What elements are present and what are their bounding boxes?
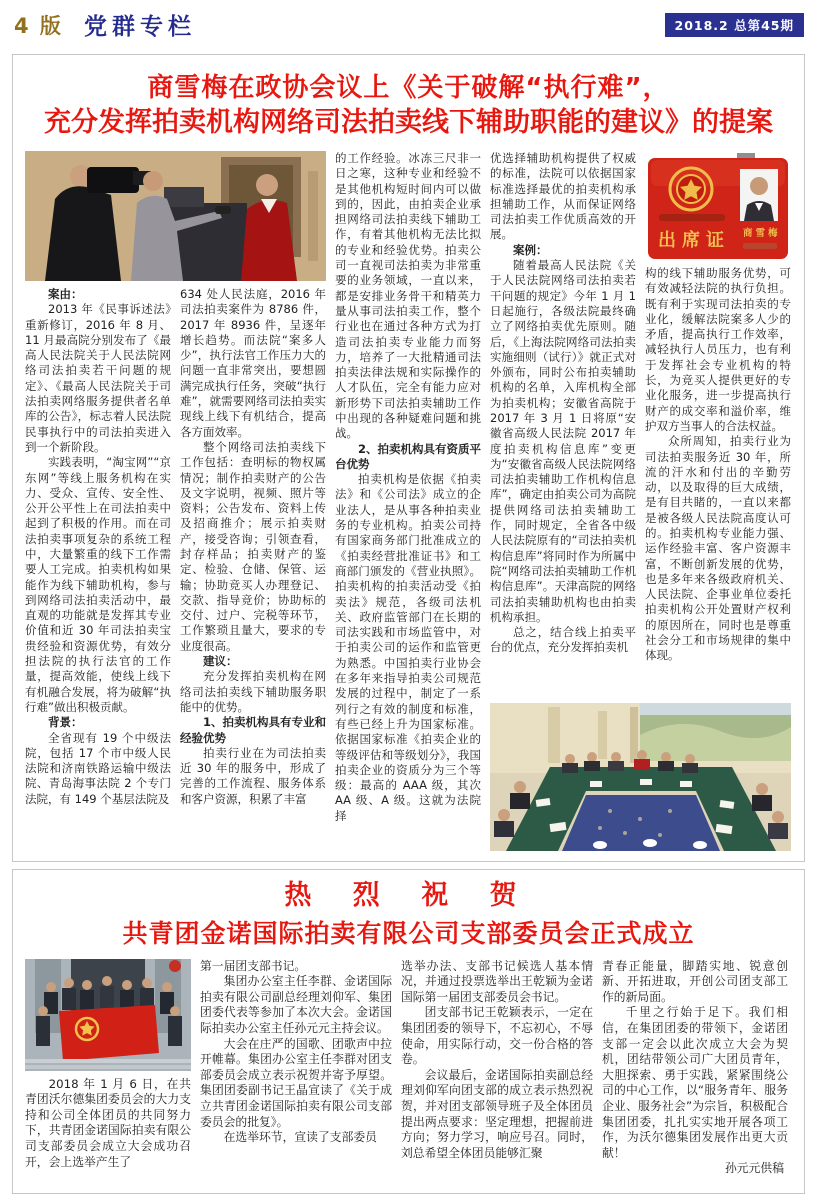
article2-paragraph: 会议最后，金诺国际拍卖副总经理刘仰军向团支部的成立表示热烈祝贺，并对团支部领导班子及全体团员提出两点要求：坚定理想，把握前进方向；努力学习，响应号召。同时，刘总希望全体团员能够汇聚 [401, 1067, 593, 1160]
attendance-card-title: 出席证 [658, 229, 730, 251]
attendance-card-photo [647, 153, 789, 261]
article2-paragraph: 在选举环节，宣读了支部委员 [223, 1130, 377, 1145]
meeting-photo [490, 703, 791, 851]
article2-paragraph: 第一届团支部书记。 [200, 958, 307, 973]
article1-paragraph: 的工作经验。冰冻三尺非一日之寒，这种专业和经验不是其他机构短时间内可以做到的，因此，由拍卖企业承担网络司法拍卖线下辅助工作，有着其他机构无法比拟的专业和经验优势。拍卖公司一直视司法拍卖为非常重要的业务领域，一直以来，都是安排业务骨干和精英力量从事司法拍卖工作，整个行业也在通过各种方式为打造司法拍卖专业能力而努力，培养了一大批精通司法拍卖法律法规和实际操作的人才队伍，完全有能力应对新形势下司法拍卖辅助工作中出现的各种疑难问题和挑战。 [335, 150, 481, 441]
article1-paragraph: 总之，结合线上拍卖平台的优点，充分发挥拍卖机 [490, 625, 636, 655]
interview-photo [25, 151, 326, 281]
article1-paragraph: 拍卖行业在为司法拍卖近 30 年的服务中，形成了完善的工作流程、服务体系和客户资源，积累了丰富 [180, 745, 326, 806]
article2-column-1 [25, 959, 191, 1179]
article1-column-1 [25, 287, 171, 847]
article1-paragraph: 随着最高人民法院《关于人民法院网络司法拍卖若干问题的规定》今年 1 月 1 日起施行，各级法院最终确立了网络拍卖优先原则。随后，《上海法院网络司法拍卖实施细则（试行）》就正式对外颁布，同时公布拍卖辅助机构的名单，入库机构全部为拍卖机构；安徽省高院于 2017 年 3 月 1 日将原“安徽省高级人民法院 2017 年度拍卖机构信息库”变更为“安徽省高级人民法院网络司法拍卖辅助工作机构信息库”，确定由拍卖公司为高院提供网络司法拍卖辅助工作，同时规定，全省各中级人民法院原有的“司法拍卖机构信息库”将同时作为所属中院“网络司法拍卖辅助工作机构信息库”。天津高院的网络司法拍卖辅助机构也由拍卖机构承担。 [490, 258, 636, 624]
article1-paragraph: 634 处人民法庭，2016 年司法拍卖案件为 8786 件，2017 年 8936 件，呈逐年增长趋势。而法院“案多人少”，执行法官工作压力大的问题一直非常突出，要想圆满完成执行任务，突破“执行难”，就需要网络司法拍卖实现线上线下有机结合，提高各方面效率。 [180, 286, 326, 439]
article2-paragraph: 青春正能量，脚踏实地、锐意创新、开拓进取，开创公司团支部工作的新局面。 [602, 958, 788, 1004]
article1-left-group [25, 151, 326, 851]
article1-paragraph: 2013 年《民事诉述法》重新修订，2016 年 8 月、11 月最高院分别发布了《最高人民法院关于人民法院网络司法拍卖若干问题的规定》、《最高人民法院关于司法拍卖网络服务提供者名单库的公告》，标志着人民法院民事执行中的司法拍卖进入到一个新阶段。 [25, 302, 171, 454]
article2-paragraph: 选举办法、支部书记候选人基本情况，并通过投票选举出王乾颖为金诺国际第一届团支部委员会书记。 [401, 958, 593, 1004]
page-number-label: 4 版 [14, 14, 63, 38]
article2-column-3 [401, 959, 593, 1179]
article1-paragraph: 众所周知，拍卖行业为司法拍卖服务近 30 年，所流的汗水和付出的辛勤劳动，以及取得的巨大成绩，是有目共睹的，一直以来都是被各级人民法院高度认可的。拍卖机构专业能力强、运作经验丰富、客户资源丰富，不断创新发展的优势，也是多年来各级政府机关、人民法院、企事业单位委托拍卖机构公开处置财产权利的原因所在，同时也是尊重社会分工和市场规律的集中体现。 [645, 434, 791, 663]
article1-right-group [490, 151, 791, 851]
article2-byline: 孙元元供稿 [725, 1161, 784, 1176]
article1-column-5-text [645, 266, 791, 664]
issue-badge: 2018.2 总第45期 [665, 13, 804, 37]
article2-photo-caption: 2018 年 1 月 6 日，在共青团沃尔德集团委员会的大力支持和公司全体团员的共同努力下，共青团金诺国际拍卖有限公司支部委员会成立大会成功召开，会上选举产生了 [25, 1076, 191, 1169]
article1-subhead-point2: 2、拍卖机构具有资质平台优势 [335, 441, 481, 471]
article2-paragraph: 集团办公室主任李群、金诺国际拍卖有限公司副总经理刘仰军、集团团委代表等参加了本次大会。金诺国际拍卖办公室主任孙元元主持会议。 [200, 974, 392, 1035]
article2-paragraph: 大会在庄严的国歌、团歌声中拉开帷幕。集团办公室主任李群对团支部委员会成立表示祝贺并寄予厚望。集团团委副书记王晶宣读了《关于成立共青团金诺国际拍卖有限公司支部委员会的批复》。 [200, 1036, 392, 1129]
article1-paragraph: 全省现有 19 个中级法院，包括 17 个市中级人民法院和济南铁路运输中级法院、青岛海事法院 2 个专门法院，有 149 个基层法院及 [25, 730, 171, 806]
article2-column-2 [200, 959, 392, 1179]
attendance-card-name: 商雪梅 [743, 227, 781, 239]
group-flag-photo [25, 959, 191, 1071]
article1-paragraph: 拍卖机构是依据《拍卖法》和《公司法》成立的企业法人，是从事各种拍卖业务的专业机构。拍卖公司持有国家商务部门批准成立的《拍卖经营批准证书》和工商部门颁发的《营业执照》。拍卖机构的拍卖活动受《拍卖法》规范，各级司法机关、政府监管部门在长期的司法实践和市场监管中，对于拍卖公司的运作和监管更为熟悉。中国拍卖行业协会在多年来指导拍卖公司规范发展的过程中，制定了一系列行之有效的制度和标准，有些已经上升为国家标准。依据国家标准《拍卖企业的等级评估和等级划分》，我国拍卖企业的资质分为三个等级：最高的 AAA 级，其次 AA 级、A 级。这就为法院择 [335, 472, 481, 823]
article1-paragraph: 优选择辅助机构提供了权威的标准，法院可以依据国家标准选择最优的拍卖机构承担辅助工作，从而保证网络司法拍卖工作优质高效的开展。 [490, 150, 636, 242]
article1-paragraph: 充分发挥拍卖机构在网络司法拍卖线下辅助服务职能中的优势。 [180, 669, 326, 714]
article1-subhead-anyou: 案由： [48, 286, 83, 301]
article1-subhead-beijing: 背景： [48, 715, 83, 730]
article1-subhead-point1: 1、拍卖机构具有专业和经验优势 [180, 715, 326, 745]
article1-content [25, 151, 792, 851]
article2-column-4 [602, 959, 788, 1179]
article2-paragraph: 团支部书记王乾颖表示，一定在集团团委的领导下，不忘初心，不辱使命，用实际行动，交一份合格的答卷。 [401, 1005, 593, 1067]
article1-column-3 [335, 151, 481, 851]
article2-content [25, 959, 792, 1179]
article1-title-line1: 商雪梅在政协会议上《关于破解“执行难”， [147, 73, 670, 103]
article2-title-line1: 热 烈 祝 贺 [284, 880, 533, 911]
article1-paragraph: 实践表明，“淘宝网”“京东网”等线上服务机构在实力、受众、宣传、安全性、公开公平性上在司法拍卖中起到了积极的作用。而在司法拍卖事项复杂的系统工程中，大量繁重的线下工作需要人工完成。拍卖机构如果能作为线下辅助机构，参与到网络司法拍卖活动中，最直观的功能就是发挥其专业价值和近 30 年司法拍卖宝贵经验和资源优势，有效分担法院的执行法官的工作量，提高效能，使线上线下有机融合发展，将为破解“执行难”做出积极贡献。 [25, 455, 171, 714]
article1-subhead-jianyi: 建议： [203, 654, 238, 669]
article-1-box [12, 54, 805, 862]
article2-paragraph: 千里之行始于足下。我们相信，在集团团委的带领下，金诺团支部一定会以此次成立大会为契机，团结带领公司广大团员青年，大胆探索、勇于实践，紧紧围绕公司的中心工作，以“服务青年、服务企业、服务社会”为宗旨，积极配合集团团委，扎扎实实地开展各项工作，为沃尔德集团发展作出更大贡献！ [602, 1005, 788, 1160]
article1-subhead-anli: 案例： [513, 242, 548, 257]
article1-paragraph: 整个网络司法拍卖线下工作包括：查明标的物权属情况；制作拍卖财产的公告及文字说明，视频、照片等资料；公告发布、资料上传及招商推介；展示拍卖财产，接受咨询；引领查看，封存样品；拍卖财产的鉴定、检验、仓储、保管、运输；协助竞买人办理登记、交款、指导竞价；协助标的交付、过户、完税等环节，工作繁琐且量大，要求的专业度很高。 [180, 439, 326, 653]
article1-column-2 [180, 287, 326, 847]
article-2-box [12, 869, 805, 1194]
article1-column-4 [490, 151, 636, 699]
article1-paragraph: 构的线下辅助服务优势，可有效减轻法院的执行负担。既有利于实现司法拍卖的专业化，缓解法院案多人少的矛盾，提高执行工作效率，减轻执行人员压力，也有利于发挥社会专业机构的特长，为竞买人提供更好的专业化服务，进一步提高执行财产的成交率和溢价率，维护双方当事人的合法权益。 [645, 265, 791, 433]
article2-title-line2: 共青团金诺国际拍卖有限公司支部委员会正式成立 [122, 918, 695, 948]
article1-column-5 [645, 151, 791, 699]
section-title: 党群专栏 [84, 14, 196, 40]
article1-title-line2: 充分发挥拍卖机构网络司法拍卖线下辅助职能的建议》的提案 [44, 107, 773, 139]
